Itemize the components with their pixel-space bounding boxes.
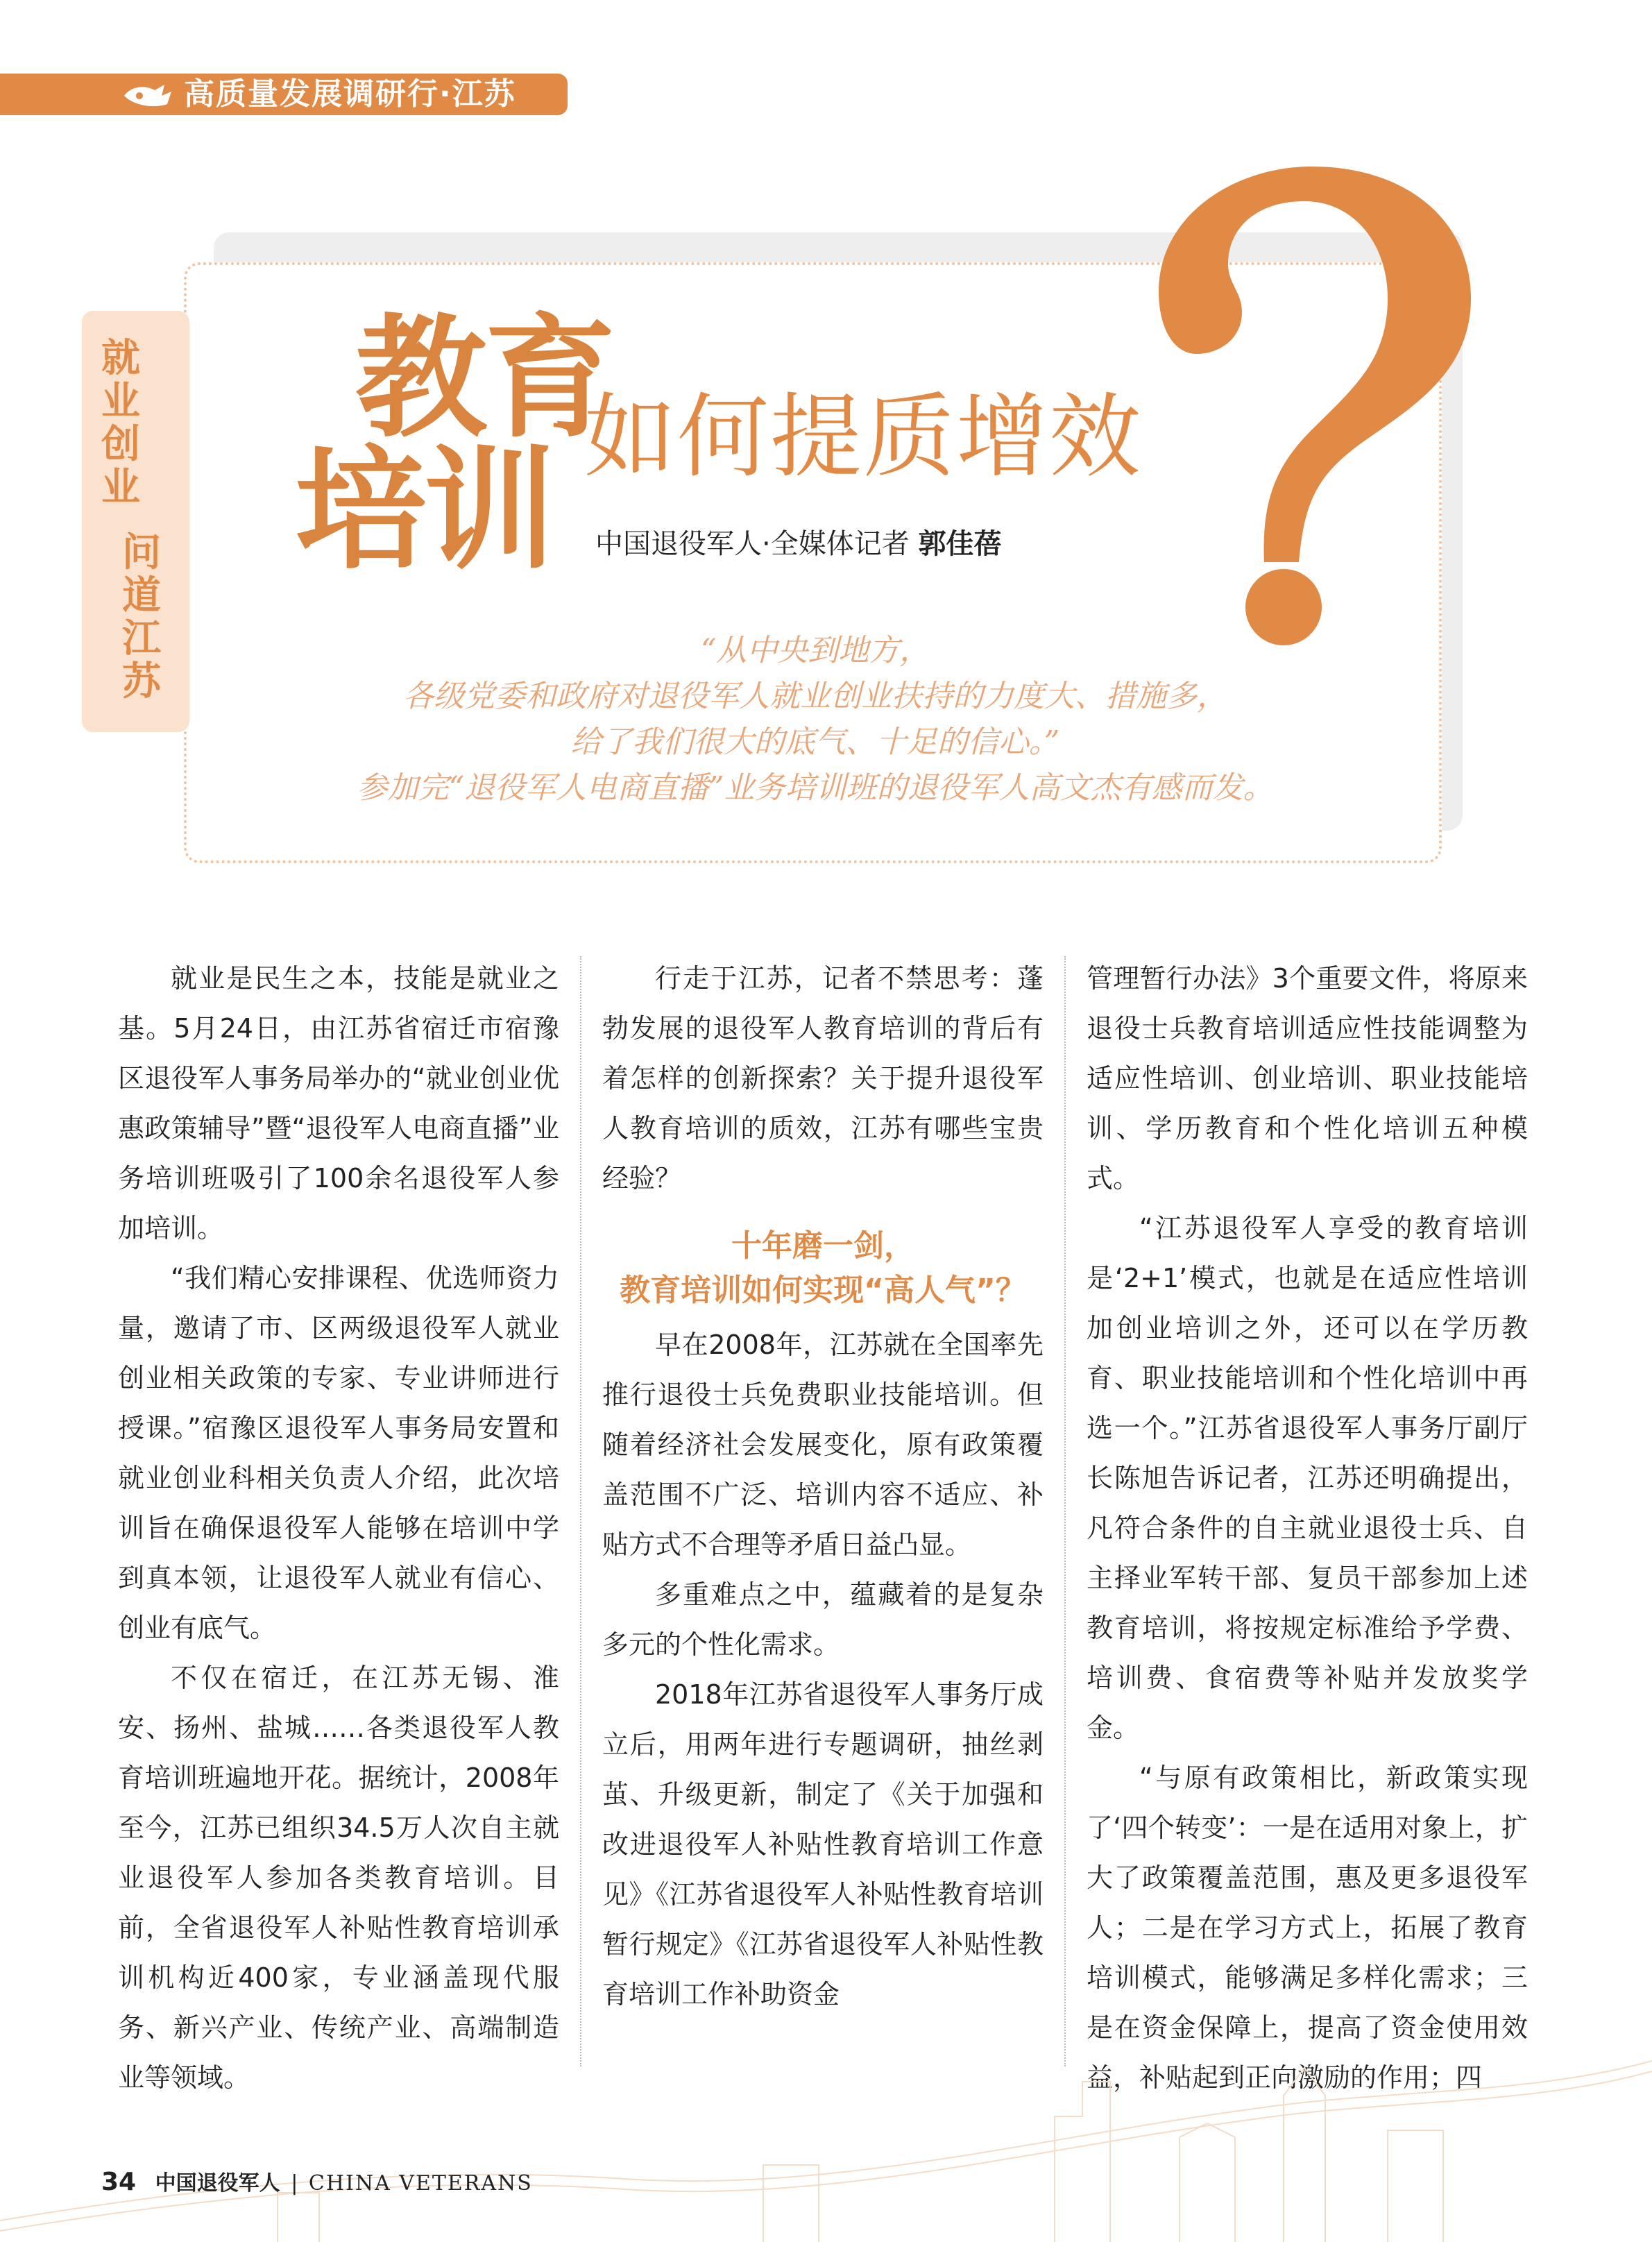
quote-line: 各级党委和政府对退役军人就业创业扶持的力度大、措施多， [403,679,1227,714]
quote-line: 给了我们很大的底气、十足的信心。” [570,724,1060,760]
section-heading: 十年磨一剑， 教育培训如何实现“高人气”？ [620,1228,1026,1308]
magazine-english-name: CHINA VETERANS [308,2171,533,2196]
page-footer [101,2165,533,2200]
footer-separator: | [291,2171,298,2196]
column-1 [118,953,559,2103]
paragraph: 多重难点之中，蕴藏着的是复杂多元的个性化需求。 [602,1579,1044,1660]
title-word-2: 培训 [295,432,554,587]
side-tab-col-1: 就 业 创 业 [101,335,140,510]
paragraph: 就业是民生之本，技能是就业之基。5月24日，由江苏省宿迁市宿豫区退役军人事务局举办的“就业创业优惠政策辅导”暨“退役军人电商直播”业务培训班吸引了100余名退役军人参加培训。 [118,963,559,1243]
paragraph: 不仅在宿迁，在江苏无锡、淮安、扬州、盐城……各类退役军人教育培训班遍地开花。据统计，2008年至今，江苏已组织34.5万人次自主就业退役军人参加各类教育培训。目前，全省退役军人补贴性教育培训承训机构近400家，专业涵盖现代服务、新兴产业、传统产业、高端制造业等领域。 [118,1663,559,2093]
paragraph: “江苏退役军人享受的教育培训是‘2+1’模式，也就是在适应性培训加创业培训之外，还可以在学历教育、职业技能培训和个性化培训中再选一个。”江苏省退役军人事务厅副厅长陈旭告诉记者，江苏还明确提出，凡符合条件的自主就业退役士兵、自主择业军转干部、复员干部参加上述教育培训，将按规定标准给予学费、培训费、食宿费等补贴并发放奖学金。 [1087,1213,1528,1743]
quote-line: 参加完“退役军人电商直播”业务培训班的退役军人高文杰有感而发。 [357,770,1274,806]
page-number: 34 [101,2168,137,2196]
column-divider [1064,956,1066,2066]
question-mark-icon [1082,153,1485,652]
column-3 [1087,953,1528,2103]
column-2 [602,953,1044,2019]
section-label: 高质量发展调研行·江苏 [184,76,516,112]
byline [595,522,1001,561]
paragraph: 行走于江苏，记者不禁思考：蓬勃发展的退役军人教育培训的背后有着怎样的创新探索？关于提升退役军人教育培训的质效，江苏有哪些宝贵经验？ [602,963,1044,1194]
title-word-1: 教育 [355,300,614,455]
paragraph: 早在2008年，江苏就在全国率先推行退役士兵免费职业技能培训。但随着经济社会发展变化，原有政策覆盖范围不广泛、培训内容不适应、补贴方式不合理等矛盾日益凸显。 [602,1330,1044,1560]
side-tab-col-2: 问 道 江 苏 [122,529,161,704]
paragraph: “我们精心安排课程、优选师资力量，邀请了市、区两级退役军人就业创业相关政策的专家、专业讲师进行授课。”宿豫区退役军人事务局安置和就业创业科相关负责人介绍，此次培训旨在确保退役军人能够在培训中学到真本领，让退役军人就业有信心、创业有底气。 [118,1263,559,1643]
byline-author: 郭佳蓓 [918,528,1002,560]
paragraph: 管理暂行办法》3个重要文件，将原来退役士兵教育培训适应性技能调整为适应性培训、创业培训、职业技能培训、学历教育和个性化培训五种模式。 [1087,963,1528,1194]
quote-line: “从中央到地方， [700,633,930,668]
column-divider [580,956,581,2066]
byline-outlet: 中国退役军人·全媒体记者 [595,528,910,560]
logo-icon [121,80,184,110]
title-rest: 如何提质增效 [584,384,1142,491]
pull-quote [208,628,1422,811]
paragraph: “与原有政策相比，新政策实现了‘四个转变’：一是在适用对象上，扩大了政策覆盖范围，惠及更多退役军人；二是在学习方式上，拓展了教育培训模式，能够满足多样化需求；三是在资金保障上，提高了资金使用效益，补贴起到正向激励的作用；四 [1087,1763,1528,2093]
paragraph: 2018年江苏省退役军人事务厅成立后，用两年进行专题调研，抽丝剥茧、升级更新，制定了《关于加强和改进退役军人补贴性教育培训工作意见》《江苏省退役军人补贴性教育培训暂行规定》《江苏省退役军人补贴性教育培训工作补助资金 [602,1679,1044,2010]
magazine-name: 中国退役军人 [155,2171,280,2196]
